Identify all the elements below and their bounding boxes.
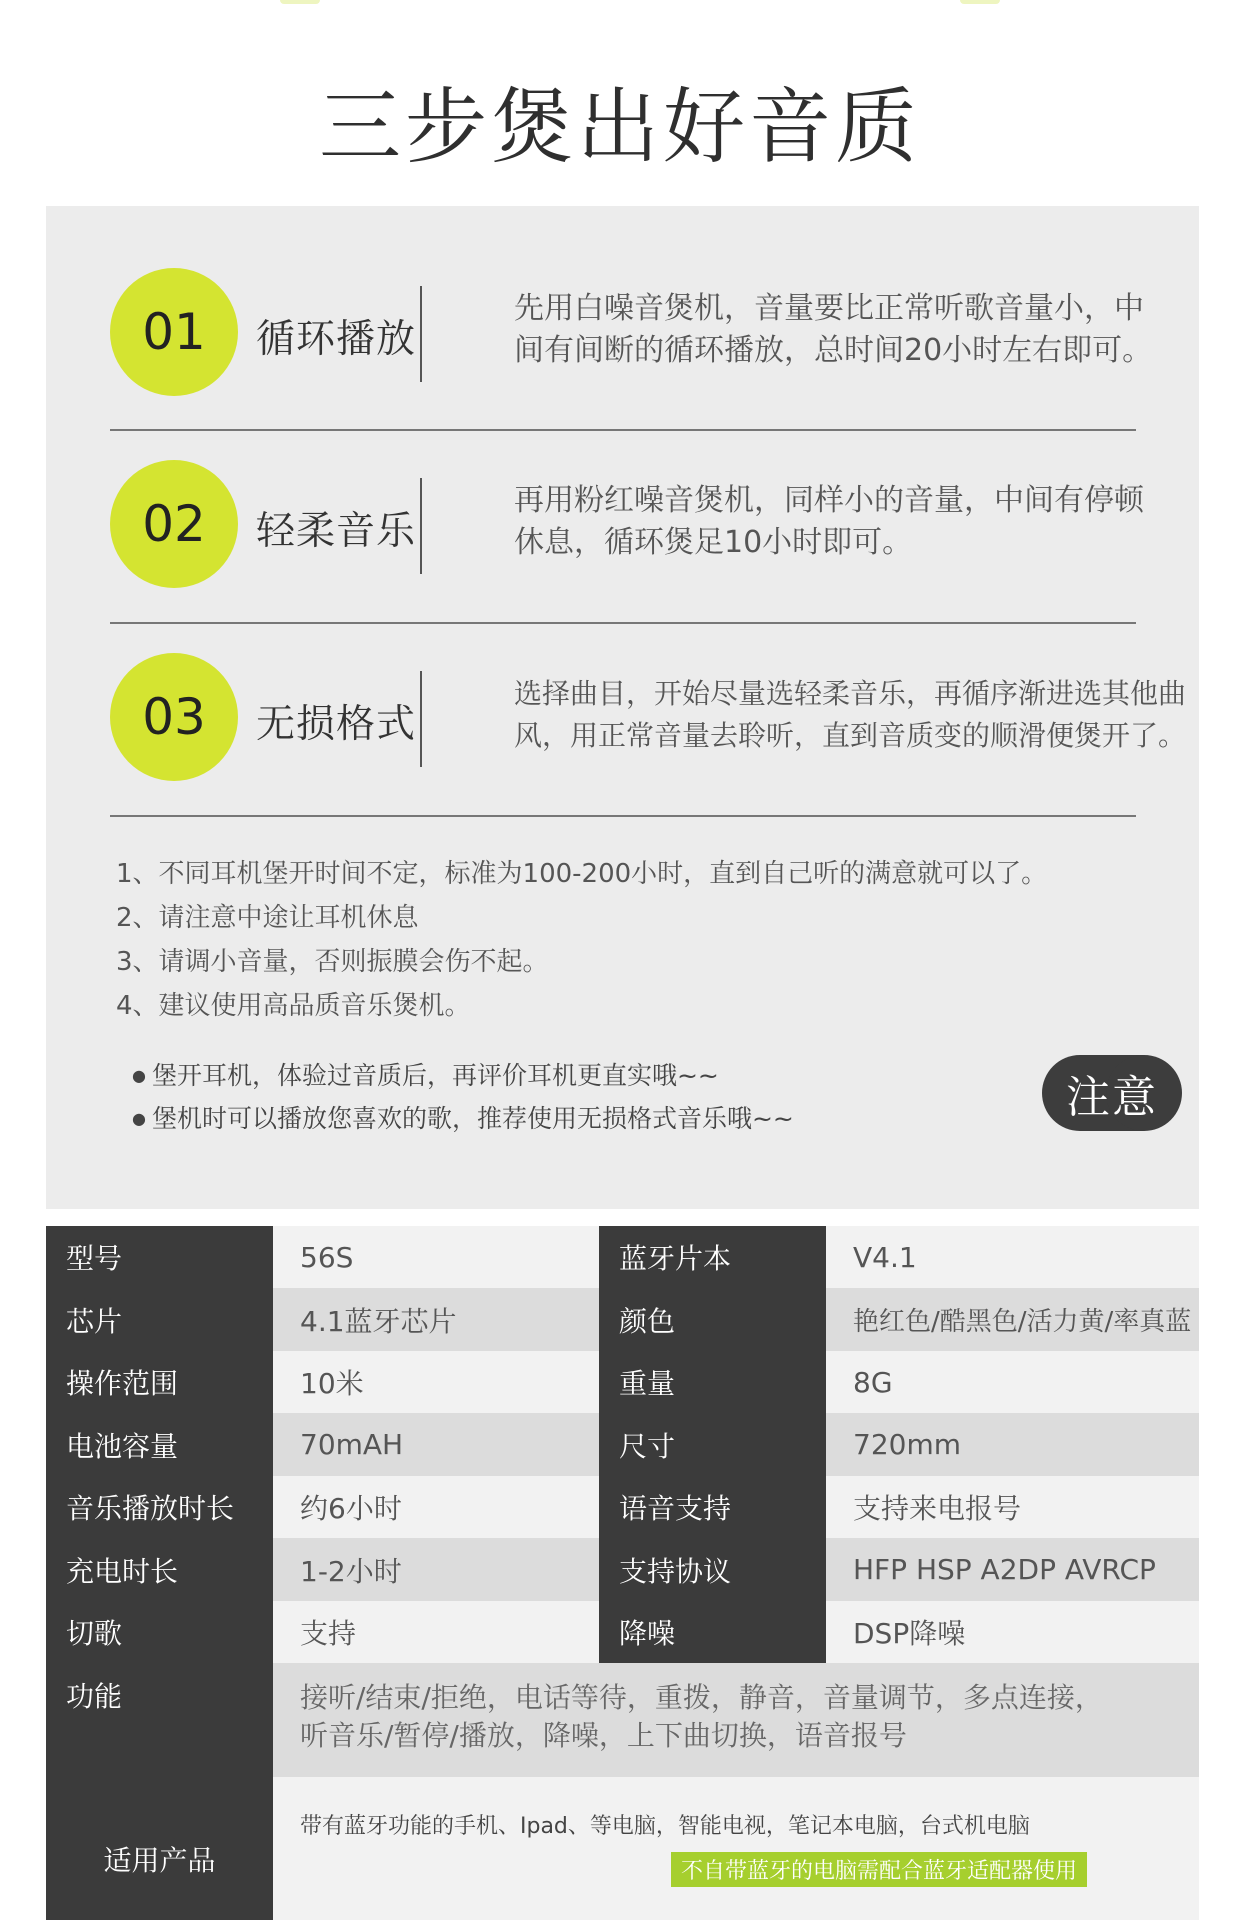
- notes-list: [116, 852, 1047, 1028]
- divider: [420, 671, 422, 767]
- steps-panel: [46, 206, 1199, 1209]
- step-number-badge: 01: [110, 268, 238, 396]
- step-item: [110, 591, 1187, 784]
- step-description: [514, 288, 1214, 372]
- spec-label: 支持协议: [599, 1538, 826, 1601]
- step-desc-line: 再用粉红噪音煲机，同样小的音量，中间有停顿: [514, 483, 1144, 518]
- table-row: [46, 1413, 1199, 1476]
- spec-value: 8G: [853, 1365, 893, 1399]
- spec-value: 约6小时: [300, 1492, 402, 1525]
- table-row: [46, 1601, 1199, 1663]
- step-desc-line: 选择曲目，开始尽量选轻柔音乐，再循序渐进选其他曲: [514, 677, 1187, 710]
- spec-label: 型号: [46, 1226, 273, 1288]
- spec-label: 芯片: [46, 1288, 273, 1351]
- spec-value: 支持来电报号: [853, 1492, 1022, 1525]
- top-decoration: [280, 0, 320, 4]
- table-row: [46, 1476, 1199, 1538]
- tips-list: [132, 1056, 794, 1142]
- spec-label: 降噪: [599, 1601, 826, 1663]
- step-number-badge: 02: [110, 460, 238, 588]
- step-desc-line: 风，用正常音量去聆听，直到音质变的顺滑便煲开了。: [514, 719, 1187, 752]
- top-decoration: [960, 0, 1000, 4]
- spec-label: 充电时长: [46, 1538, 273, 1601]
- spec-value: 1-2小时: [300, 1554, 402, 1588]
- spec-value: DSP降噪: [853, 1617, 966, 1650]
- table-row: [46, 1351, 1199, 1413]
- step-desc-line: 先用白噪音煲机，音量要比正常听歌音量小，中: [514, 291, 1144, 326]
- note-item: 2、请注意中途让耳机休息: [116, 903, 419, 933]
- step-description: [514, 673, 1214, 757]
- spec-label: 语音支持: [599, 1476, 826, 1538]
- table-row: [46, 1663, 1199, 1777]
- table-row: [46, 1777, 1199, 1920]
- tip-item: ● 堡机时可以播放您喜欢的歌，推荐使用无损格式音乐哦~~: [132, 1099, 794, 1142]
- step-name: 轻柔音乐: [256, 509, 417, 554]
- spec-label: 功能: [46, 1663, 273, 1777]
- spec-label: 切歌: [46, 1601, 273, 1663]
- spec-label: 重量: [599, 1351, 826, 1413]
- step-item: [110, 206, 1153, 399]
- tip-item: ● 堡开耳机，体验过音质后，再评价耳机更直实哦~~: [132, 1056, 794, 1099]
- spec-label: 电池容量: [46, 1413, 273, 1476]
- apply-line: 带有蓝牙功能的手机、Ipad、等电脑，智能电视，笔记本电脑，台式机电脑: [300, 1814, 1030, 1839]
- spec-label: 音乐播放时长: [46, 1476, 273, 1538]
- step-desc-line: 休息，循环煲足10小时即可。: [514, 525, 913, 560]
- spec-label: 尺寸: [599, 1413, 826, 1476]
- step-desc-line: 间有间断的循环播放，总时间20小时左右即可。: [514, 333, 1153, 368]
- step-item: [110, 398, 1144, 591]
- spec-value: V4.1: [853, 1240, 917, 1274]
- spec-label: 适用产品: [46, 1777, 273, 1920]
- step-number-badge: 03: [110, 653, 238, 781]
- note-item: 3、请调小音量，否则振膜会伤不起。: [116, 947, 549, 977]
- spec-value: 70mAH: [300, 1428, 404, 1461]
- step-description: [514, 480, 1214, 564]
- table-row: [46, 1288, 1199, 1351]
- spec-value: HFP HSP A2DP AVRCP: [853, 1553, 1156, 1586]
- notice-badge: [1042, 1055, 1182, 1131]
- note-item: 4、建议使用高品质音乐煲机。: [116, 991, 471, 1021]
- note-item: 1、不同耳机堡开时间不定，标准为100-200小时，直到自己听的满意就可以了。: [116, 859, 1048, 889]
- notice-text: 注意: [1066, 1072, 1158, 1123]
- step-name: 无损格式: [256, 702, 417, 747]
- function-line: 接听/结束/拒绝，电话等待，重拨，静音，音量调节，多点连接，: [300, 1681, 1103, 1714]
- spec-value: 10米: [300, 1367, 364, 1400]
- table-row: [46, 1538, 1199, 1601]
- divider: [420, 478, 422, 574]
- spec-value: [273, 1663, 1199, 1777]
- step-name: 循环播放: [256, 317, 417, 362]
- spec-value: [273, 1777, 1199, 1920]
- spec-value: 720mm: [853, 1428, 961, 1461]
- page-title: 三步煲出好音质: [318, 80, 921, 175]
- spec-value: 56S: [300, 1240, 354, 1274]
- spec-label: 蓝牙片本: [599, 1226, 826, 1288]
- table-row: [46, 1226, 1199, 1288]
- apply-highlight: 不自带蓝牙的电脑需配合蓝牙适配器使用: [671, 1852, 1087, 1887]
- function-line: 听音乐/暂停/播放，降噪，上下曲切换，语音报号: [300, 1719, 907, 1752]
- divider: [420, 286, 422, 382]
- spec-value: 艳红色/酷黑色/活力黄/率真蓝: [853, 1307, 1192, 1337]
- spec-value: 支持: [300, 1617, 357, 1650]
- spec-label: 颜色: [599, 1288, 826, 1351]
- spec-value: 4.1蓝牙芯片: [300, 1304, 457, 1338]
- divider: [110, 815, 1136, 817]
- spec-label: 操作范围: [46, 1351, 273, 1413]
